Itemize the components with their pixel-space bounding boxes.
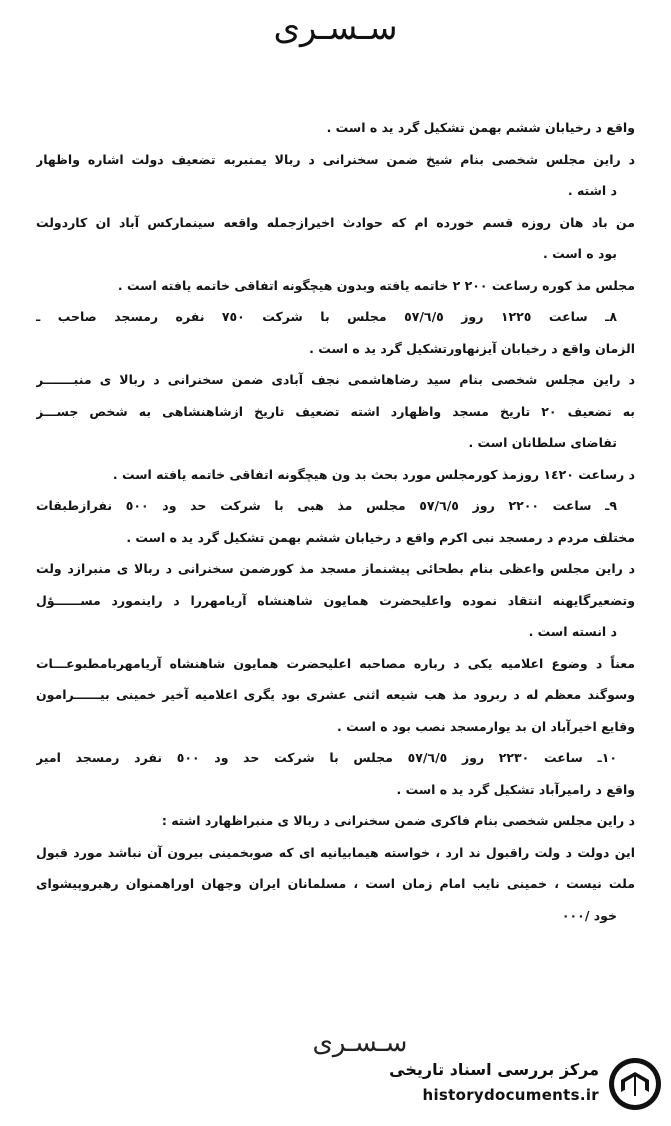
body-line: معناً د وضوع اعلاميه يكى د رباره مصاحبه اعليحضرت همايون شاهنشاه آريامهربامطبوعـــات [36,655,635,671]
body-line: وقايع اخيرآباد ان بد يوارمسجد نصب بود ه است . [337,718,635,734]
body-line: مختلف مردم د رمسجد نبى اكرم واقع د رخيابان ششم بهمن تشكيل گرد يد ه است . [126,529,635,545]
body-line: د اشته . [567,183,617,198]
archive-watermark [389,1052,663,1116]
body-line: د رساعت ١٤٢٠ روزمذ كورمجلس مورد بحث بد ون هيچگونه اتفاقى خاتمه يافته است . [112,466,635,482]
body-line: به تضعيف ٢٠ تاريخ مسجد واظهارد اشته تضعيف تاريخ ازشاهنشاهى به شخص جســـز [36,403,635,419]
body-line: د راين مجلس شخصى بنام سيد رضاهاشمى نجف آبادى ضمن سخنرانى د ربالا ى منبـــــــر [36,372,635,387]
classification-mark-top: سـسـرى [273,8,398,48]
body-line: اين دولت د ولت راقبول ند ارد ، خواسته هيمابيانيه اى كه صوبخمينى بيرون آن نباشد مورد قبول [36,844,635,860]
body-line: د راين مجلس شخصى بنام فاكرى ضمن سخنرانى د ربالا ى منبراظهارد اشته : [161,813,635,828]
body-line: ٨ـ ساعت ١٢٢٥ روز ٥٧/٦/٥ مجلس با شركت ٧٥٠ نفره رمسجد صاحب ـ [36,309,617,324]
body-line: د انسته است . [528,624,617,639]
body-line: د راين مجلس واعظى بنام بطحائى پيشنماز مسجد مذ كورضمن سخنرانى د ربالا ى منبرازد ولت [36,561,635,576]
body-line: ملت نيست ، خمينى نايب امام زمان است ، مسلمانان ايران وجهان اوراهمنوان رهبروپيشواى [36,876,635,891]
body-line: مجلس مذ كوره رساعت ٢٠٠ ٢ خاتمه يافته وبدون هيچگونه اتفاقى خاتمه يافته است . [117,277,635,293]
body-line: د راين مجلس شخصى بنام شيخ ضمن سخنرانى د ربالا يمنبربه تضعيف دولت اشاره واظهار [36,151,635,167]
classification-mark-bottom: سـسـرى [312,1028,408,1058]
body-line: ٩ـ ساعت ٢٢٠٠ روز ٥٧/٦/٥ مجلس مذ هبى با شركت حد ود ٥٠٠ نفرازطبقات [36,498,617,513]
body-line: واقع د رامیرآباد تشكيل گرد يد ه است . [396,781,635,797]
body-line: بود ه است . [543,246,617,261]
body-line: واقع د رخيابان ششم بهمن تشكيل گرد يد ه است . [326,120,635,135]
body-line: وتضعيرگايهنه انتقاد نموده واعليحضرت همايون شاهنشاه آريامهررا د راينمورد مســــــؤل [36,592,635,608]
archive-website: historydocuments.ir [422,1086,599,1104]
document-body [36,112,635,931]
body-line: ١٠ـ ساعت ٢٢٣٠ روز ٥٧/٦/٥ مجلس با شركت حد ود ٥٠٠ نفرد رمسجد امير [36,750,617,765]
body-line: من باد هان روزه قسم خورده ام كه حوادث اخيرازجمله واقعه سينمارکس آباد ان كاردولت [36,214,635,230]
body-line: خود /٠٠٠ [561,907,617,923]
body-line: الزمان واقع د رخيابان آيزنهاورتشكيل گرد يد ه است . [309,340,635,356]
body-line: وسوگند معظم له د ربرود مذ هب شيعه اثنى عشرى بود يگرى اعلاميه آخير خمينى بيــــــرامون [36,687,635,702]
archive-name: مركز بررسى اسناد تاريخى [389,1060,599,1079]
book-emblem-icon [607,1056,663,1112]
body-line: تفاضاى سلطانان است . [468,435,617,450]
